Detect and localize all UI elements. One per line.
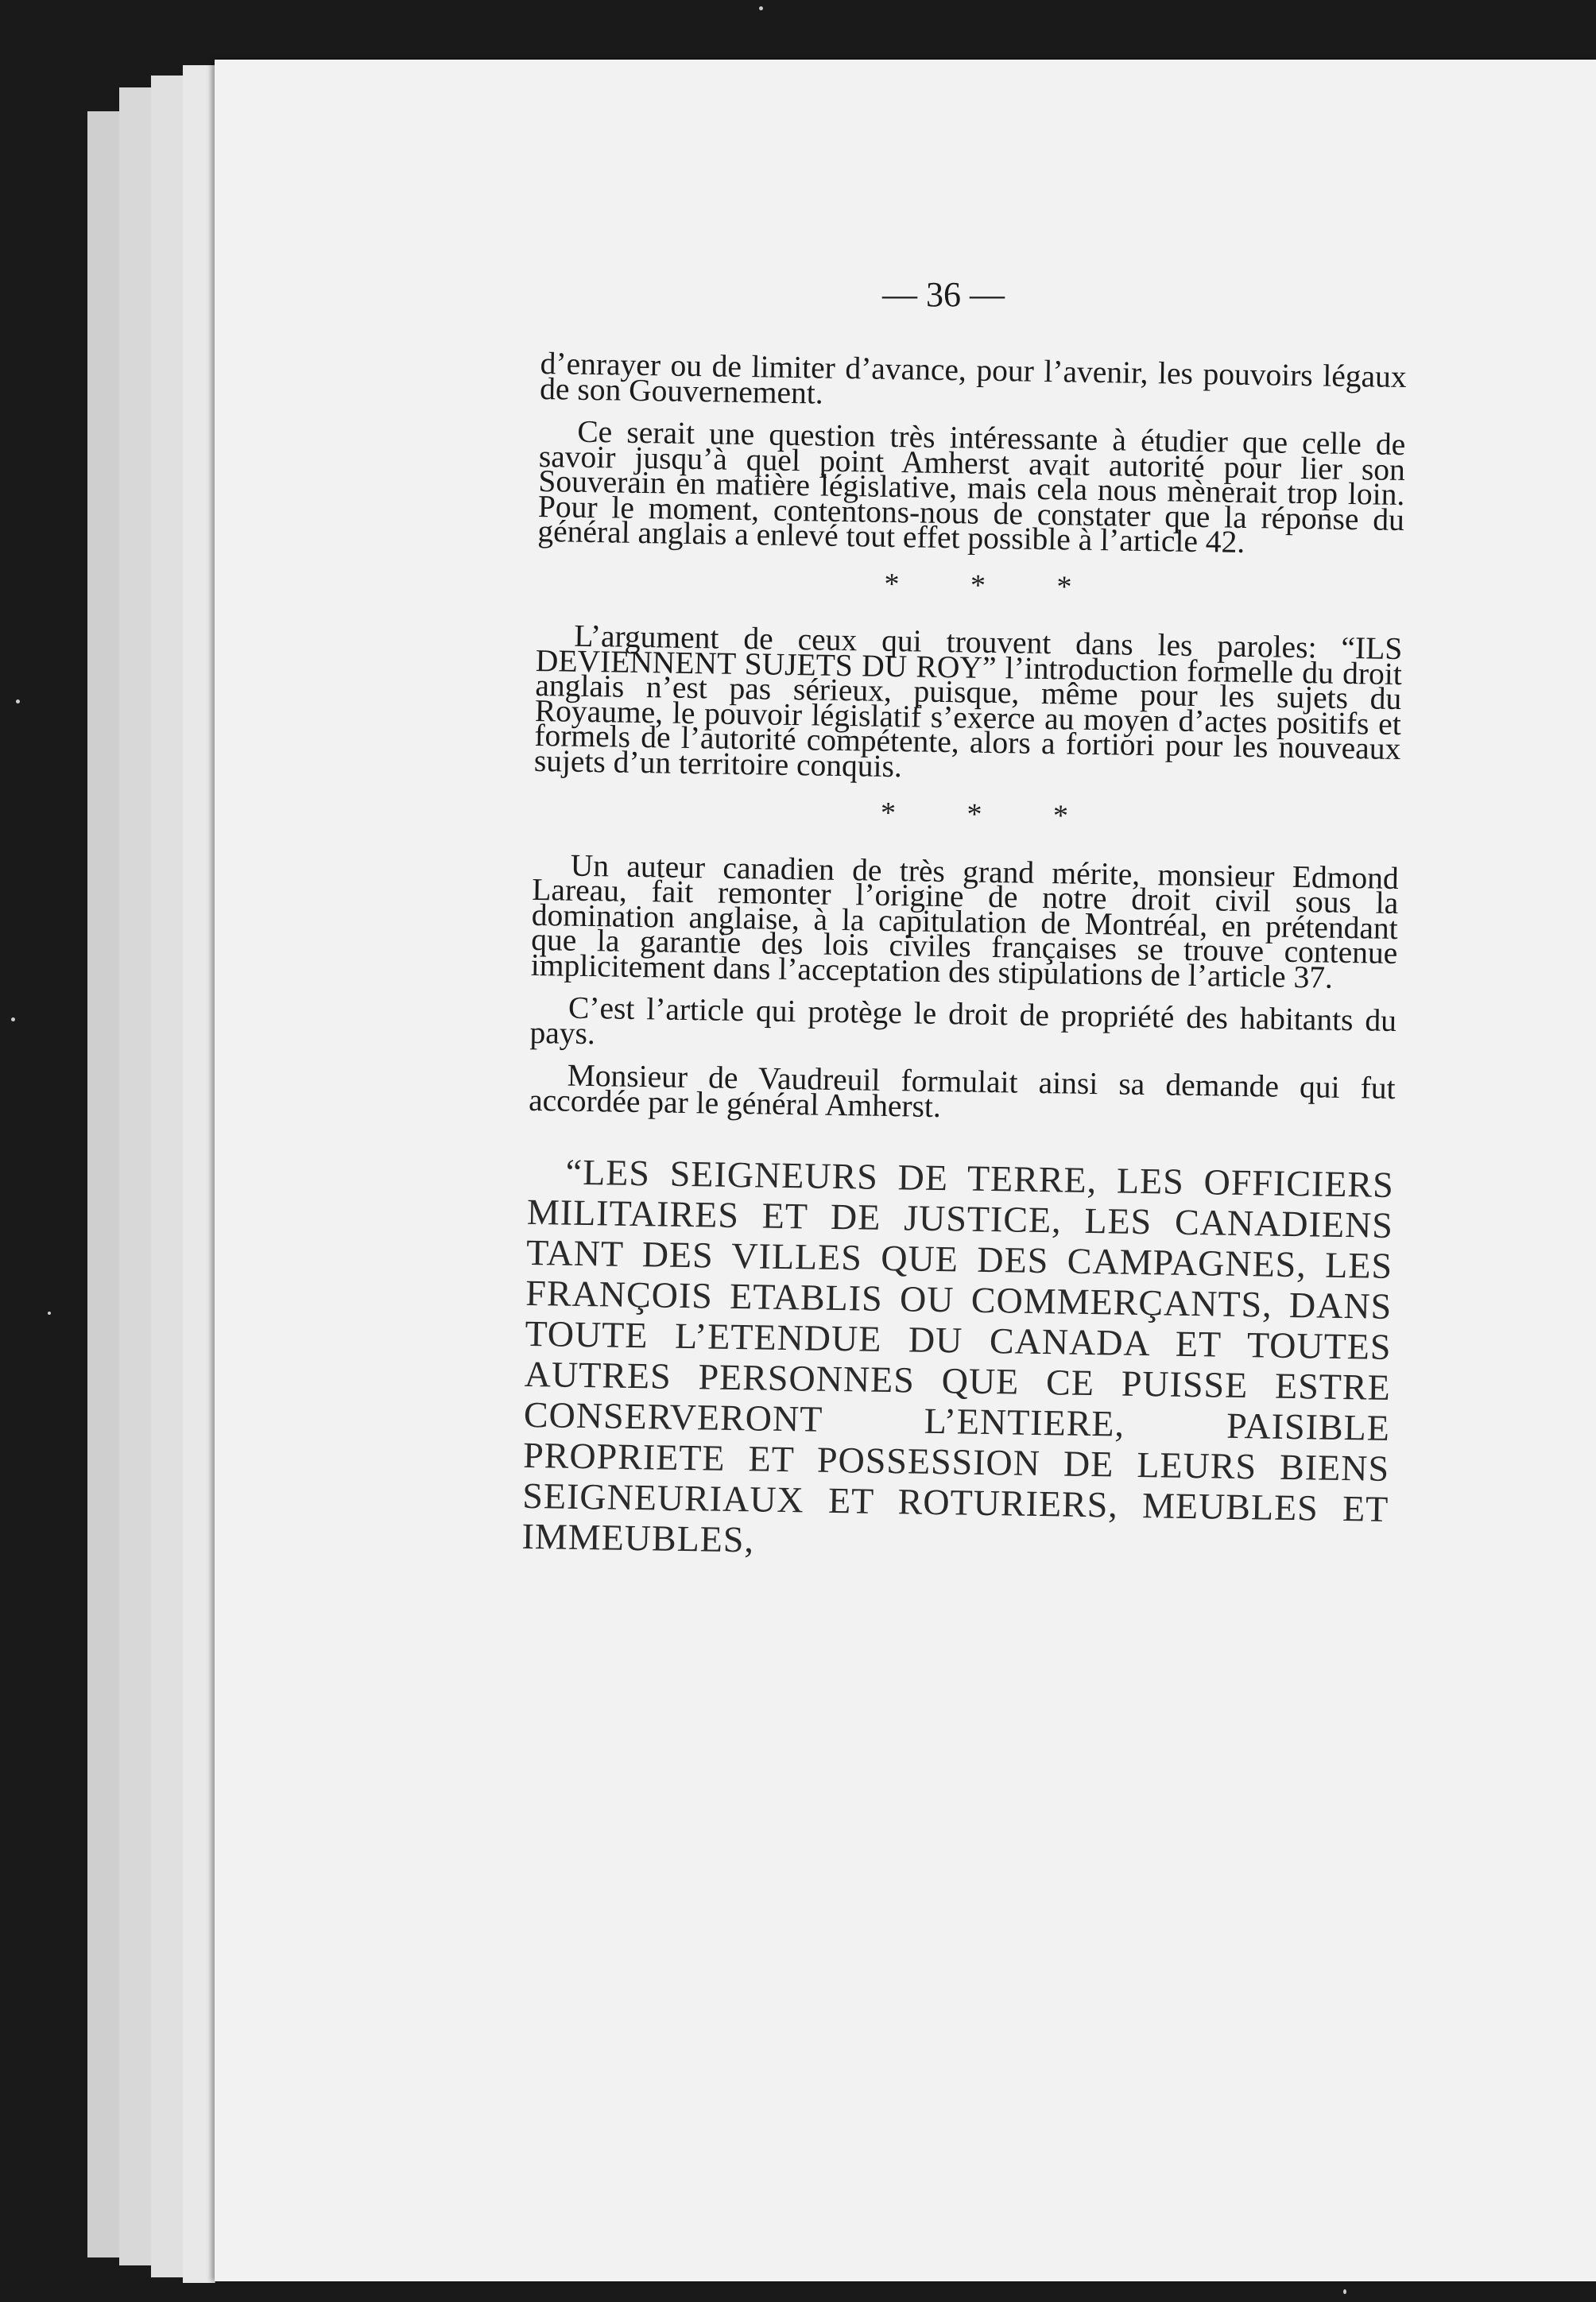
paragraph-amherst-authority: Ce serait une question très intéressante à étudier que celle de savoir jusqu’à quel point Amherst avait autorité pour lier son Souverain en matière législative, mais cela nous mènerait trop loin. Pour le moment, contentons-nous de constater que la réponse du général anglais a enlevé tout effet possible à l’article 42. — [537, 413, 1406, 560]
dust-speck — [11, 1017, 15, 1021]
paragraph-lareau: Un auteur canadien de très grand mérite, monsieur Edmond Lareau, fait remonter l’origine de notre droit civil sous la domination anglaise, à la capitulation de Montréal, en prétendant que la garantie des lois civiles françaises se trouve contenue implicitement dans l’acceptation des stipulations de l’article 37. — [530, 847, 1400, 995]
section-separator: * * * — [880, 796, 1101, 834]
paragraph-vaudreuil: Monsieur de Vaudreuil formulait ainsi sa demande qui fut accordée par le général Amherst. — [528, 1057, 1396, 1124]
page-text — [521, 346, 1407, 1606]
quoted-capitulation-text: “LES SEIGNEURS DE TERRE, LES OFFICIERS MILITAIRES ET DE JUSTICE, LES CANADIENS TANT DES VILLES QUE DES CAMPAGNES, LES FRANÇOIS ETABLIS OU COMMERÇANTS, DANS TOUTE L’ETENDUE DU CANADA ET TOUTES AUTRES PERSONNES QUE CE PUISSE ESTRE CONSERVERONT L’ENTIERE, PAISIBLE PROPRIETE ET POSSESSION DE LEURS BIENS SEIGNEURIAUX ET ROTURIERS, MEUBLES ET IMMEUBLES, — [521, 1151, 1395, 1560]
page-stack-edge — [87, 111, 120, 2257]
paragraph-article-37: C’est l’article qui protège le droit de propriété des habitants du pays. — [529, 990, 1397, 1051]
page-stack-edge — [151, 76, 184, 2277]
page-number: — 36 — — [882, 275, 1005, 314]
section-separator: * * * — [884, 567, 1104, 604]
paragraph-argument: L’argument de ceux qui trouvent dans les paroles: “ILS DEVIENNENT SUJETS DU ROY” l’introduction formelle du droit anglais n’est pas sérieux, puisque, même pour les sujets du Royaume, le pouvoir législatif s’exerce au moyen d’actes positifs et formels de l’autorité compétente, alors a fortiori pour les nouveaux sujets d’un territoire conquis. — [533, 618, 1403, 784]
dust-speck — [759, 6, 763, 10]
dust-speck — [1343, 2289, 1346, 2294]
page-stack-edge — [119, 87, 152, 2265]
paragraph-continuation: d’enrayer ou de limiter d’avance, pour l’avenir, les pouvoirs légaux de son Gouvernement. — [539, 346, 1407, 411]
dust-speck — [16, 700, 20, 703]
page-stack-edge — [183, 65, 215, 2283]
dust-speck — [48, 1312, 51, 1315]
